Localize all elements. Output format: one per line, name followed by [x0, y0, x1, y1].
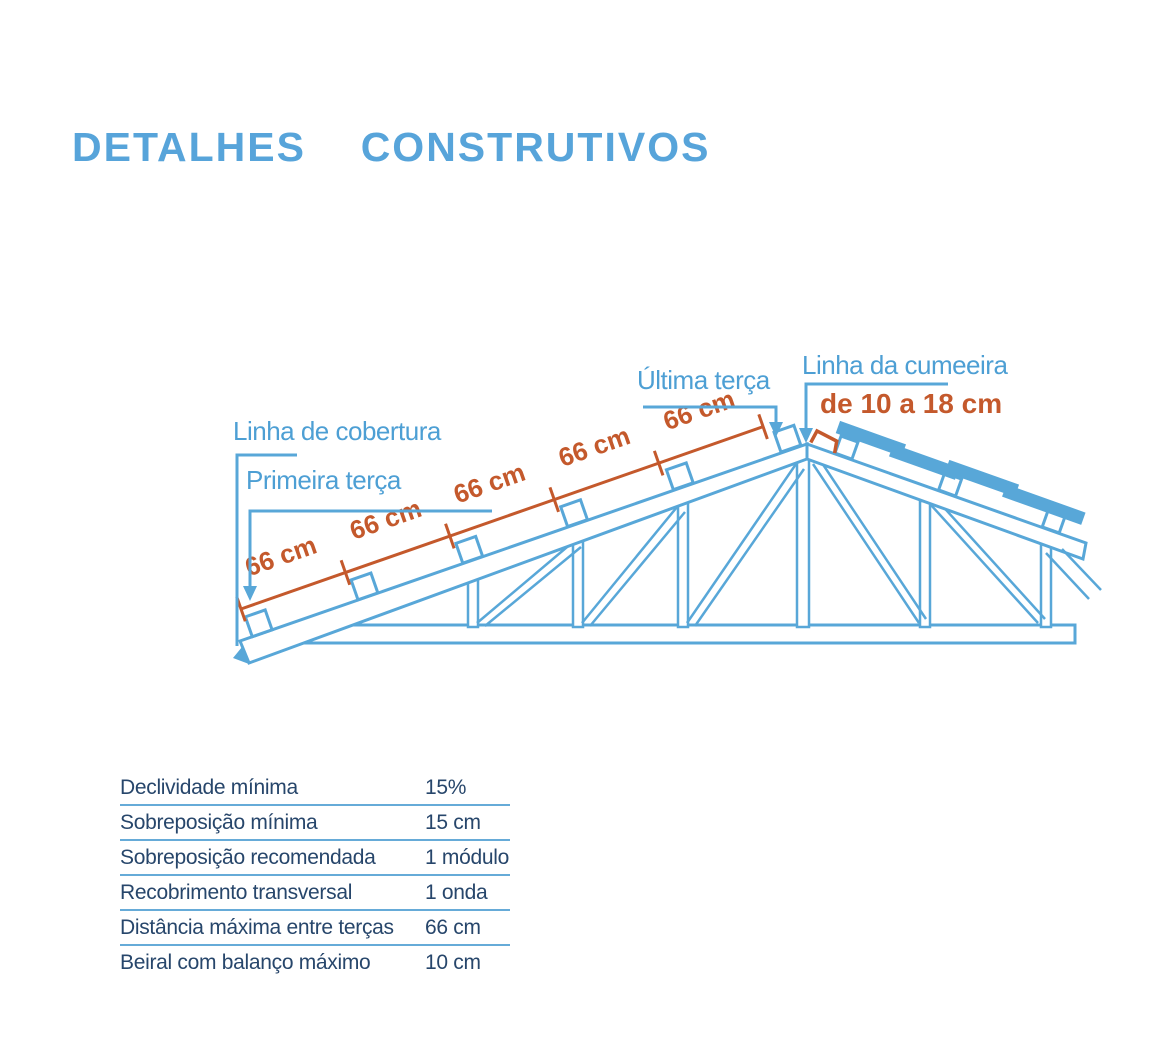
left-purlins	[245, 425, 800, 636]
dim-label-66cm: 66 cm	[554, 420, 634, 473]
spec-value: 15%	[425, 775, 467, 799]
table-row	[120, 806, 510, 841]
page-title: DETALHES CONSTRUTIVOS	[72, 124, 711, 170]
arrow-primeira	[243, 586, 257, 601]
spec-table	[120, 771, 510, 979]
spec-value: 66 cm	[425, 915, 481, 939]
table-row	[120, 876, 510, 911]
label-primeira-terca: Primeira terça	[246, 465, 401, 495]
spec-value: 1 onda	[425, 880, 488, 904]
label-cumeeira-range: de 10 a 18 cm	[820, 388, 1003, 419]
label-ultima-terca: Última terça	[637, 365, 770, 395]
table-row	[120, 911, 510, 946]
spec-label: Declividade mínima	[120, 775, 298, 799]
spec-value: 1 módulo	[425, 845, 509, 869]
table-row	[120, 841, 510, 876]
label-linha-de-cobertura: Linha de cobertura	[233, 416, 441, 446]
spec-value: 10 cm	[425, 950, 481, 974]
spec-label: Beiral com balanço máximo	[120, 950, 371, 974]
spec-label: Recobrimento transversal	[120, 880, 353, 904]
spec-label: Sobreposição mínima	[120, 810, 318, 834]
dim-label-66cm: 66 cm	[240, 529, 321, 583]
spec-label: Distância máxima entre terças	[120, 915, 394, 939]
label-linha-da-cumeeira: Linha da cumeeira	[802, 350, 1008, 380]
spec-label: Sobreposição recomendada	[120, 845, 376, 869]
spec-value: 15 cm	[425, 810, 481, 834]
dim-label-66cm: 66 cm	[659, 383, 739, 437]
table-row	[120, 771, 510, 806]
table-row	[120, 946, 510, 979]
dim-label-66cm: 66 cm	[449, 456, 530, 510]
dim-label-66cm: 66 cm	[345, 493, 426, 546]
